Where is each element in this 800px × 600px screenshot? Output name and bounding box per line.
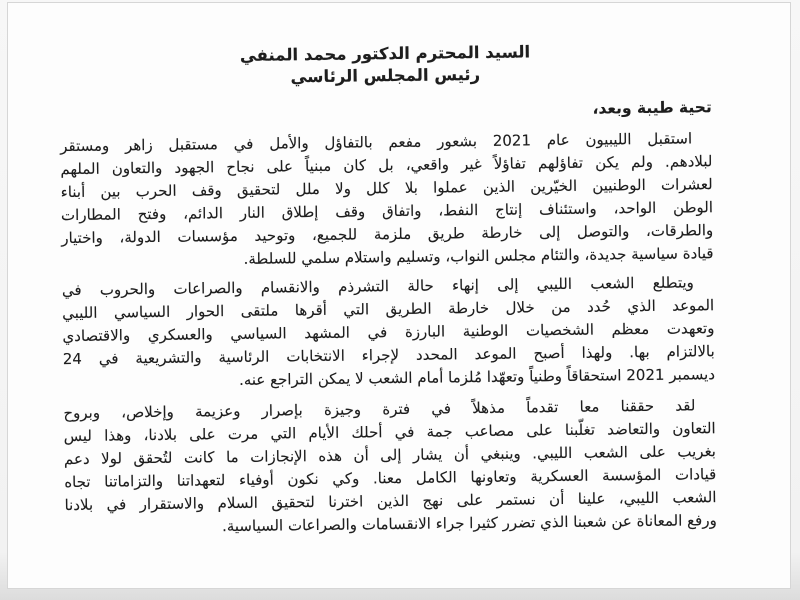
paragraph-line: لعشرات الوطنيين الخيّرين الذين عملوا بلا كلل ولا ملل لتحقيق وقف الحرب بين أبناء [60, 175, 713, 202]
letter-paragraph-2 [62, 271, 715, 394]
paragraph-line: قيادة سياسية جديدة، والتئام مجلس النواب، وتسليم واستلام سلمي للسلطة. [243, 244, 714, 268]
paragraph-line: بغريب على الشعب الليبي. وينبغي أن يشار إلى أن هذه الإنجازات ما كانت لتُحقق لولا دعم [63, 442, 717, 469]
paragraph-line: الموعد الذي حُدد من خلال خارطة الطريق التي أقرها ملتقى الحوار السياسي الليبي [62, 296, 715, 323]
letter-paragraph-3 [63, 394, 717, 540]
recipient-title: رئيس المجلس الرئاسي [290, 64, 481, 87]
paragraph-line: ورفع المعاناة عن شعبنا الذي تضرر كثيرا جراء الانقسامات والصراعات السياسية. [221, 511, 717, 536]
salutation: تحية طيبة وبعد، [592, 98, 712, 118]
letter-paragraph-1 [60, 127, 714, 273]
paragraph-line: استقبل الليبيون عام 2021 بشعور مفعم بالتفاؤل والأمل في مستقبل زاهر ومستقر [60, 129, 693, 156]
paragraph-line: ديسمبر 2021 استحقاقاً وطنياً وتعهّدا مُلزما أمام الشعب لا يمكن التراجع عنه. [238, 365, 716, 389]
paragraph-line: بالالتزام بها. ولهذا أصبح الموعد المحدد لإجراء الانتخابات الرئاسية والتشريعية في 24 [62, 342, 715, 369]
letter-content [7, 2, 791, 589]
letter-heading [59, 39, 711, 91]
paragraph-line: وتعهدت معظم الشخصيات الوطنية البارزة في المشهد السياسي والعسكري والاقتصادي [62, 319, 715, 346]
recipient-name: السيد المحترم الدكتور محمد المنفي [239, 42, 531, 65]
letter-page [7, 2, 791, 589]
paragraph-line: لبلادهم. ولم يكن تفاؤلهم تفاؤلاً غير واقعي، بل كان مبنياً على نجاح الجهود والتعاون الملهم [60, 152, 713, 179]
paragraph-line: لقد حققنا معا تقدماً مذهلاً في فترة وجيزة بإصرار وعزيمة وإخلاص، وبروح [63, 396, 696, 423]
paragraph-line: قيادات المؤسسة العسكرية وتعاونها الكامل معنا. وكي نكون أوفياء لتعهداتنا والتزاماتنا تجاه [64, 465, 717, 492]
paragraph-line: ويتطلع الشعب الليبي إلى إنهاء حالة التشرذم والانقسام والصراعات والحروب في [61, 273, 694, 300]
paragraph-line: والطرقات، والتوصل إلى خارطة طريق ملزمة للجميع، وتوحيد مؤسسات الدولة، واختيار [61, 221, 714, 248]
paragraph-line: الوطن الواحد، واستئناف إنتاج النفط، واتفاق وقف إطلاق النار الدائم، وفتح المطارات [60, 198, 714, 225]
paragraph-line: التعاون والتعاضد تغلّبنا على مصاعب جمة في أحلك الأيام التي مرت على بلادنا، وهذا ليس [63, 419, 716, 446]
paragraph-line: الشعب الليبي، علينا أن نستمر على نهج الذين اخترنا لتحقيق السلام والاستقرار في بلادنا [64, 488, 717, 515]
